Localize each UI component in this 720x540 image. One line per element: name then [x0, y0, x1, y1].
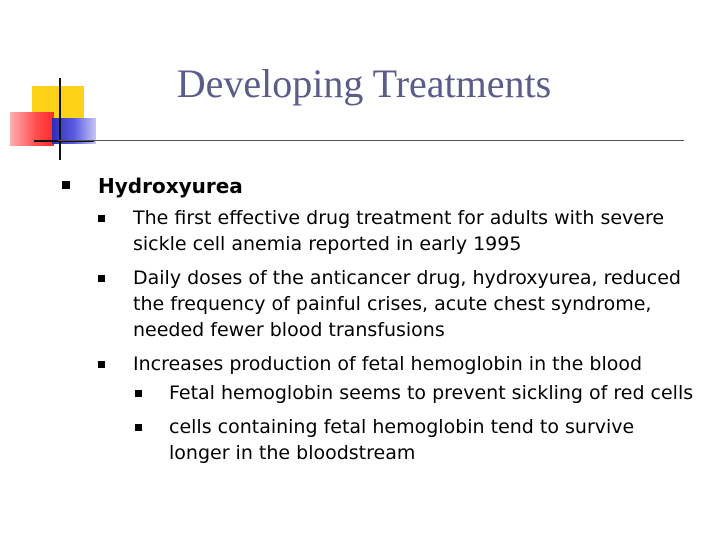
bullet-text: Hydroxyurea	[98, 174, 243, 198]
square-bullet-icon	[135, 390, 142, 397]
slide-title: Developing Treatments	[176, 61, 552, 106]
bullet-level2-fetal-hemoglobin	[60, 351, 700, 377]
square-bullet-icon	[62, 181, 70, 189]
title-underline	[58, 140, 684, 141]
bullet-level2-first-treatment	[60, 205, 700, 257]
bullet-text: cells containing fetal hemoglobin tend to survive longer in the bloodstream	[169, 416, 635, 464]
bullet-level2-daily-doses	[60, 265, 700, 343]
bullet-level3-survive-longer	[60, 414, 700, 466]
bullet-text: Daily doses of the anticancer drug, hydroxyurea, reduced the frequency of painful crises, acute chest syndrome, needed fewer blood transfusions	[133, 267, 681, 341]
bullet-text: The first effective drug treatment for adults with severe sickle cell anemia reported in early 1995	[133, 207, 665, 255]
square-bullet-icon	[98, 275, 105, 282]
bullet-text: Fetal hemoglobin seems to prevent sickling of red cells	[169, 382, 694, 404]
square-bullet-icon	[98, 215, 105, 222]
bullet-level3-prevent-sickling	[60, 380, 700, 406]
bullet-text: Increases production of fetal hemoglobin in the blood	[133, 353, 643, 375]
square-bullet-icon	[98, 361, 105, 368]
square-bullet-icon	[135, 424, 142, 431]
bullet-level1-hydroxyurea	[60, 170, 700, 202]
bullet-list	[60, 170, 700, 466]
